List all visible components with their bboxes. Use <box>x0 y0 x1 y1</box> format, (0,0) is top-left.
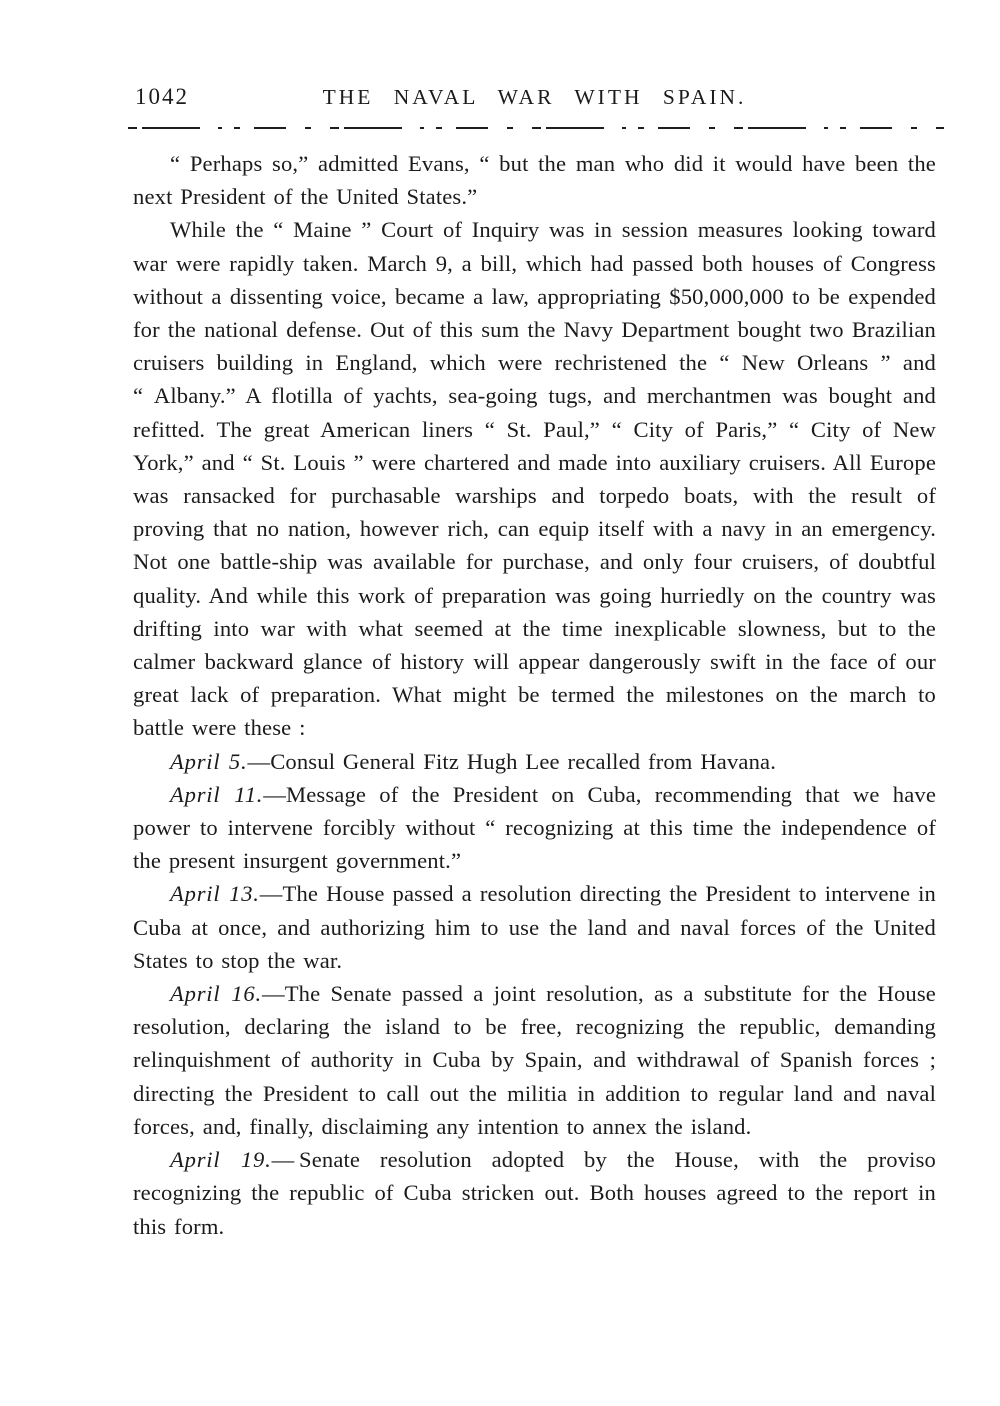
page-number: 1042 <box>135 84 189 109</box>
paragraph <box>133 877 936 977</box>
paragraph <box>133 213 936 744</box>
paragraph <box>133 147 936 213</box>
page-header <box>133 82 936 112</box>
paragraph-text: While the “ Maine ” Court of Inquiry was in session measures looking toward war were rapidly taken. March 9, a bill, which had passed both houses of Congress without a dissenting voice, became a law, appropriating $50,000,000 to be expended for the national defense. Out of this sum the Navy Department bought two Brazilian cruisers building in England, which were rechristened the “ New Orleans ” and “ Albany.” A flotilla of yachts, sea-going tugs, and merchantmen was bought and refitted. The great American liners “ St. Paul,” “ City of Paris,” “ City of New York,” and “ St. Louis ” were chartered and made into auxiliary cruisers. All Europe was ransacked for purchasable warships and torpedo boats, with the result of proving that no nation, however rich, can equip itself with a navy in an emergency. Not one battle-ship was available for purchase, and only four cruisers, of doubtful quality. And while this work of preparation was going hurriedly on the country was drifting into war with what seemed at the time inexplicable slowness, but to the calmer backward glance of history will appear dangerously swift in the face of our great lack of preparation. What might be termed the milestones on the march to battle were these : <box>133 217 936 741</box>
paragraph <box>133 745 936 778</box>
paragraph <box>133 977 936 1143</box>
paragraph <box>133 1143 936 1243</box>
paragraph <box>133 778 936 878</box>
page-body <box>133 147 936 1243</box>
date-lead: April 19. <box>170 1147 272 1173</box>
paragraph-text: —The House passed a resolution directing the President to intervene in Cuba at once, and authorizing him to use the land and naval forces of the United States to stop the war. <box>133 881 936 973</box>
date-lead: April 16. <box>170 981 262 1007</box>
paragraph-text: —Message of the President on Cuba, recommending that we have power to intervene forcibly without “ recognizing at this time the independence of the present insurgent government.” <box>133 781 937 874</box>
date-lead: April 5. <box>170 748 248 774</box>
paragraph-text: — Senate resolution adopted by the House, with the proviso recognizing the republic of Cuba stricken out. Both houses agreed to the report in this form. <box>133 1147 936 1239</box>
text-block <box>133 82 936 1243</box>
running-title: THE NAVAL WAR WITH SPAIN. <box>322 85 747 109</box>
paragraph-text: —Consul General Fitz Hugh Lee recalled from Havana. <box>247 748 777 774</box>
header-rule <box>128 126 944 129</box>
date-lead: April 13. <box>170 881 260 907</box>
paragraph-text: —The Senate passed a joint resolution, as a substitute for the House resolution, declaring the island to be free, recognizing the republic, demanding relinquishment of authority in Cuba by Spain, and withdrawal of Spanish forces ; directing the President to call out the militia in addition to regular land and naval forces, and, finally, disclaiming any intention to annex the island. <box>133 981 936 1139</box>
date-lead: April 11. <box>170 781 264 807</box>
paragraph-text: “ Perhaps so,” admitted Evans, “ but the man who did it would have been the next President of the United States.” <box>133 151 936 210</box>
